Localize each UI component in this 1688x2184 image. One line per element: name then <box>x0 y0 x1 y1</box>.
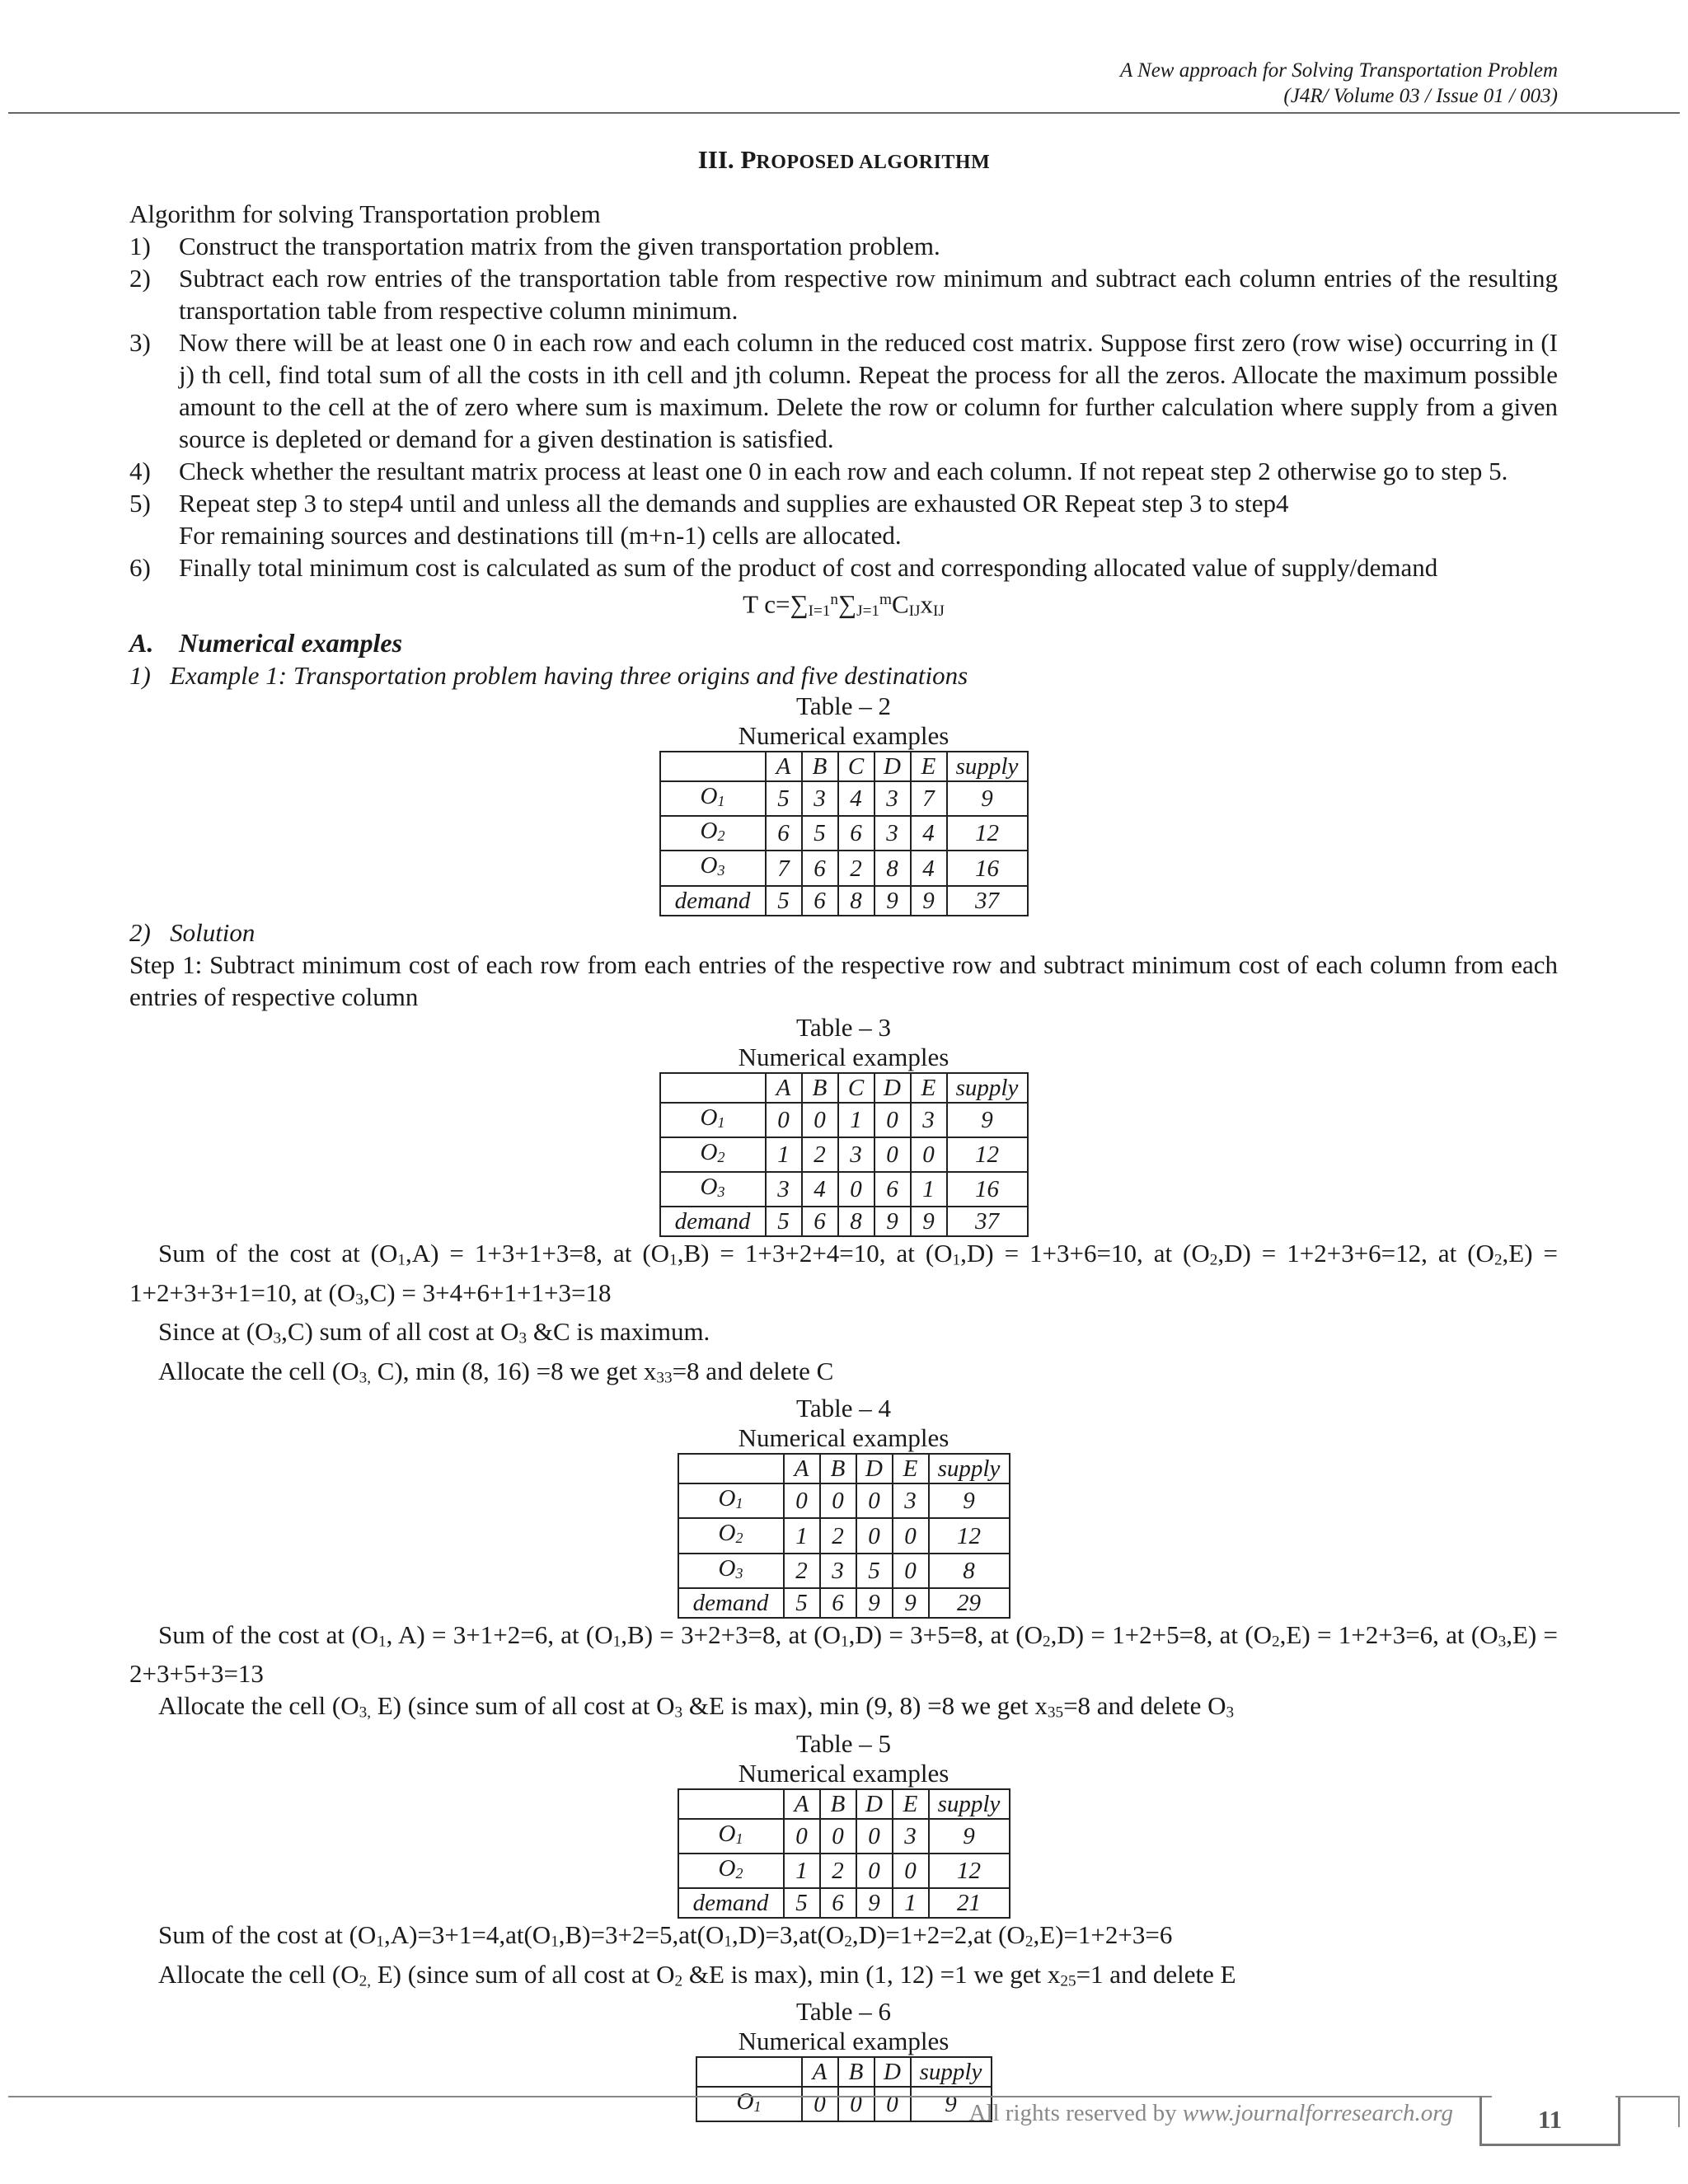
section-title-rest: ROPOSED ALGORITHM <box>756 152 991 173</box>
allocate-paragraph: Allocate the cell (O3, C), min (8, 16) =8 we get x33=8 and delete C <box>158 1356 834 1387</box>
allocate-paragraph: Allocate the cell (O2, E) (since sum of all cost at O2 &E is max), min (1, 12) =1 we get x25=1 and delete E <box>158 1959 1236 1990</box>
footer-site-link[interactable]: www.journalforresearch.org <box>1182 2100 1453 2126</box>
table-caption: Numerical examples <box>738 721 950 751</box>
section-title-first: P <box>740 145 757 174</box>
step-text: Finally total minimum cost is calculated as sum of the product of cost and corresponding allocated value of supply/demand <box>179 553 1438 582</box>
footer-rule-corner <box>1678 2096 1680 2127</box>
sum-of-cost-paragraph: Sum of the cost at (O1, A) = 3+1+2=6, at (O1,B) = 3+2+3=8, at (O1,D) = 3+5=8, at (O2,D) = 1+2+5=8, at (O2,E) = 1+2+3=6, at (O3,E) = 2+3+5+3=13 <box>129 1619 1559 1689</box>
table-2 <box>659 751 1029 916</box>
table-demand-row: demand 5 6 8 9 9 37 <box>660 1207 1028 1236</box>
table-row: O3 7 6 2 8 4 16 <box>660 851 1028 885</box>
table-label: Table – 5 <box>796 1728 891 1758</box>
table-row: O2 1 2 0 0 12 <box>678 1854 1010 1888</box>
footer-rule <box>8 2096 1492 2097</box>
step1-text: Step 1: Subtract minimum cost of each row from each entries of the respective row and subtract minimum cost of each column from each entries of respective column <box>129 949 1558 1011</box>
step-number: 3) <box>129 328 151 357</box>
table-row: O1 0 0 0 3 9 <box>678 1483 1010 1518</box>
subsection-heading: A. Numerical examples <box>129 628 403 658</box>
step-text: Check whether the resultant matrix process at least one 0 in each row and each column. If not repeat step 2 otherwise go to step 5. <box>179 457 1508 485</box>
table-row: O2 1 2 3 0 0 12 <box>660 1137 1028 1172</box>
maximum-paragraph: Since at (O3,C) sum of all cost at O3 &C is maximum. <box>158 1317 710 1347</box>
table-5 <box>678 1788 1010 1919</box>
step-text: Construct the transportation matrix from the given transportation problem. <box>179 232 940 260</box>
running-header-issue: (J4R/ Volume 03 / Issue 01 / 003) <box>1283 85 1558 107</box>
example-heading: 1) Example 1: Transportation problem having three origins and five destinations <box>129 661 968 691</box>
table-row: O1 0 0 0 9 <box>696 2087 992 2121</box>
running-header-title: A New approach for Solving Transportation Problem <box>1119 59 1558 82</box>
algorithm-step <box>129 262 1558 326</box>
header-rule <box>8 112 1680 114</box>
table-header-row: A B C D E supply <box>660 1073 1028 1103</box>
step-number: 6) <box>129 553 151 582</box>
allocate-paragraph: Allocate the cell (O3, E) (since sum of all cost at O3 &E is max), min (9, 8) =8 we get x35=8 and delete O3 <box>158 1691 1235 1722</box>
table-label: Table – 2 <box>796 691 891 721</box>
table-row: O2 6 5 6 3 4 12 <box>660 816 1028 851</box>
table-demand-row: demand 5 6 8 9 9 37 <box>660 886 1028 916</box>
table-row: O1 5 3 4 3 7 9 <box>660 781 1028 816</box>
algorithm-steps <box>129 230 1558 583</box>
step-text: Repeat step 3 to step4 until and unless all the demands and supplies are exhausted OR Repeat step 3 to step4 <box>179 489 1289 518</box>
table-label: Table – 6 <box>796 1997 891 2027</box>
table-row: O3 3 4 0 6 1 16 <box>660 1172 1028 1207</box>
page-number: 11 <box>1479 2096 1620 2146</box>
table-label: Table – 3 <box>796 1012 891 1042</box>
algorithm-intro: Algorithm for solving Transportation problem <box>129 199 601 228</box>
table-caption: Numerical examples <box>738 1758 950 1788</box>
step-number: 1) <box>129 232 151 260</box>
main-content <box>129 198 1558 2122</box>
step-text: Now there will be at least one 0 in each row and each column in the reduced cost matrix. Suppose first zero (row wise) occurring in (I j) th cell, find total sum of all the costs in ith cell and jth column. Repeat the process for all the zeros. Allocate the maximum possible amount to the cell at the of zero where sum is maximum. Delete the row or column for further calculation where supply from a given source is depleted or demand for a given destination is satisfied. <box>179 328 1558 453</box>
section-number: III. <box>697 145 734 174</box>
algorithm-step <box>129 230 1558 262</box>
table-label: Table – 4 <box>796 1394 891 1423</box>
table-caption: Numerical examples <box>738 2027 950 2056</box>
algorithm-step <box>129 487 1558 551</box>
table-row: O1 0 0 0 3 9 <box>678 1819 1010 1854</box>
table-demand-row: demand 5 6 9 1 21 <box>678 1888 1010 1918</box>
table-caption: Numerical examples <box>738 1042 950 1071</box>
step-number: 4) <box>129 457 151 485</box>
solution-heading: 2) Solution <box>129 917 256 947</box>
section-heading <box>0 145 1688 175</box>
total-cost-formula: T $c=\sum I=1^n\sum J=1^mCIJxIJ$ <box>743 589 945 621</box>
sum-of-cost-paragraph: Sum of the cost at (O1,A)=3+1=4,at(O1,B)=3+2=5,at(O1,D)=3,at(O2,D)=1+2=2,at (O2,E)=1+2+3=6 <box>158 1920 1173 1951</box>
table-3 <box>659 1072 1029 1238</box>
table-caption: Numerical examples <box>738 1423 950 1453</box>
table-row: O3 2 3 5 0 8 <box>678 1554 1010 1588</box>
footer-copyright: All rights reserved by www.journalforresearch.org <box>968 2100 1453 2126</box>
table-row: O1 0 0 1 0 3 9 <box>660 1103 1028 1137</box>
table-6 <box>696 2056 992 2122</box>
table-demand-row: demand 5 6 9 9 29 <box>678 1588 1010 1618</box>
table-header-row: A B D E supply <box>678 1789 1010 1819</box>
table-4 <box>678 1453 1010 1619</box>
step-text: Subtract each row entries of the transportation table from respective row minimum and subtract each column entries of the resulting transportation table from respective column minimum. <box>179 264 1558 325</box>
step-number: 5) <box>129 489 151 518</box>
table-header-row: A B D E supply <box>678 1454 1010 1483</box>
footer-rule-right <box>1615 2096 1680 2097</box>
algorithm-step <box>129 326 1558 455</box>
table-header-row: A B D supply <box>696 2057 992 2087</box>
algorithm-step <box>129 551 1558 583</box>
step-text-continued: For remaining sources and destinations till (m+n-1) cells are allocated. <box>179 521 902 550</box>
sum-of-cost-paragraph: Sum of the cost at (O1,A) = 1+3+1+3=8, at (O1,B) = 1+3+2+4=10, at (O1,D) = 1+3+6=10, at (O2,D) = 1+2+3+6=12, at (O2,E) = 1+2+3+3+1=10, at (O3,C) = 3+4+6+1+1+3=18 <box>129 1239 1559 1309</box>
running-header <box>1120 58 1558 109</box>
table-row: O2 1 2 0 0 12 <box>678 1518 1010 1553</box>
table-header-row: A B C D E supply <box>660 752 1028 781</box>
step-number: 2) <box>129 264 151 293</box>
algorithm-step <box>129 455 1558 487</box>
